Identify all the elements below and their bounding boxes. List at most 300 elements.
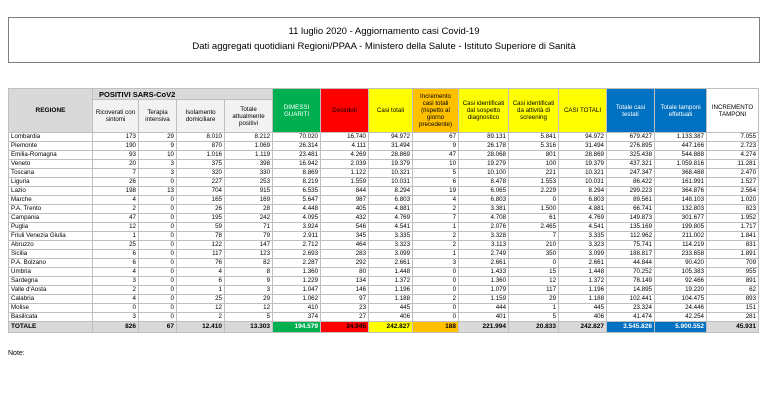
value-cell: 405	[321, 205, 369, 214]
value-cell: 444	[459, 304, 509, 313]
value-cell: 19.279	[459, 160, 509, 169]
value-cell: 325.438	[607, 151, 655, 160]
total-value-cell: 20.833	[509, 322, 559, 333]
value-cell: 10.321	[559, 169, 607, 178]
value-cell: 1.119	[225, 151, 273, 160]
value-cell: 4.881	[559, 205, 607, 214]
value-cell: 3	[139, 169, 177, 178]
value-cell: 3	[225, 286, 273, 295]
value-cell: 3	[139, 160, 177, 169]
value-cell: 2.723	[707, 142, 759, 151]
value-cell: 398	[225, 160, 273, 169]
header-tamponi: Totale tamponi effettuati	[655, 89, 707, 133]
value-cell: 3.335	[559, 232, 607, 241]
region-cell: Basilicata	[9, 313, 93, 322]
value-cell: 0	[139, 286, 177, 295]
value-cell: 2.039	[321, 160, 369, 169]
value-cell: 28.869	[369, 151, 413, 160]
table-row	[9, 313, 759, 322]
value-cell: 0	[509, 259, 559, 268]
table-row	[9, 142, 759, 151]
region-cell: Liguria	[9, 178, 93, 187]
value-cell: 2	[413, 241, 459, 250]
value-cell: 432	[321, 214, 369, 223]
header-sospetto: Casi identificati dal sospetto diagnostico	[459, 89, 509, 133]
value-cell: 0	[139, 277, 177, 286]
value-cell: 1.372	[369, 277, 413, 286]
value-cell: 188.817	[607, 250, 655, 259]
value-cell: 0	[413, 277, 459, 286]
value-cell: 16.942	[273, 160, 321, 169]
value-cell: 117	[177, 250, 225, 259]
value-cell: 3.113	[459, 241, 509, 250]
value-cell: 345	[321, 232, 369, 241]
value-cell: 320	[177, 169, 225, 178]
value-cell: 1.952	[707, 214, 759, 223]
value-cell: 1.360	[459, 277, 509, 286]
value-cell: 15	[509, 268, 559, 277]
value-cell: 7.055	[707, 133, 759, 142]
value-cell: 709	[707, 259, 759, 268]
region-cell: Toscana	[9, 169, 93, 178]
value-cell: 1	[509, 304, 559, 313]
value-cell: 2.465	[509, 223, 559, 232]
value-cell: 151	[707, 304, 759, 313]
value-cell: 199.805	[655, 223, 707, 232]
value-cell: 4	[93, 196, 139, 205]
value-cell: 24.446	[655, 304, 707, 313]
value-cell: 3.335	[369, 232, 413, 241]
value-cell: 1.360	[273, 268, 321, 277]
value-cell: 1.196	[369, 286, 413, 295]
value-cell: 1.196	[559, 286, 607, 295]
header-screening: Casi identificati da attività di screening	[509, 89, 559, 133]
value-cell: 173	[93, 133, 139, 142]
value-cell: 299.223	[607, 187, 655, 196]
value-cell: 6.535	[273, 187, 321, 196]
table-row	[9, 268, 759, 277]
value-cell: 89.131	[459, 133, 509, 142]
value-cell: 23	[321, 304, 369, 313]
value-cell: 1.059.816	[655, 160, 707, 169]
value-cell: 82	[225, 259, 273, 268]
value-cell: 401	[459, 313, 509, 322]
value-cell: 2	[413, 295, 459, 304]
value-cell: 445	[559, 304, 607, 313]
total-value-cell: 242.827	[559, 322, 607, 333]
value-cell: 44.844	[607, 259, 655, 268]
table-row	[9, 214, 759, 223]
value-cell: 3.323	[369, 241, 413, 250]
header-testati: Totale casi testati	[607, 89, 655, 133]
value-cell: 8.478	[459, 178, 509, 187]
value-cell: 28.869	[559, 151, 607, 160]
value-cell: 8.010	[177, 133, 225, 142]
value-cell: 4.708	[459, 214, 509, 223]
value-cell: 13	[139, 187, 177, 196]
table-row	[9, 196, 759, 205]
value-cell: 4.769	[369, 214, 413, 223]
value-cell: 0	[93, 304, 139, 313]
value-cell: 292	[321, 259, 369, 268]
value-cell: 9	[139, 142, 177, 151]
header-ricoverati: Ricoverati con sintomi	[93, 100, 139, 133]
value-cell: 870	[177, 142, 225, 151]
value-cell: 12	[177, 304, 225, 313]
value-cell: 3.099	[369, 250, 413, 259]
value-cell: 16.740	[321, 133, 369, 142]
value-cell: 6	[93, 250, 139, 259]
value-cell: 210	[509, 241, 559, 250]
value-cell: 2.229	[509, 187, 559, 196]
total-value-cell: 45.931	[707, 322, 759, 333]
value-cell: 26	[177, 205, 225, 214]
value-cell: 25	[177, 295, 225, 304]
value-cell: 89.561	[607, 196, 655, 205]
value-cell: 11.281	[707, 160, 759, 169]
table-row	[9, 295, 759, 304]
value-cell: 2.661	[369, 259, 413, 268]
value-cell: 86.422	[607, 178, 655, 187]
value-cell: 80	[321, 268, 369, 277]
value-cell: 364.876	[655, 187, 707, 196]
value-cell: 831	[707, 241, 759, 250]
value-cell: 195	[177, 214, 225, 223]
value-cell: 61	[509, 214, 559, 223]
report-subtitle: Dati aggregati quotidiani Regioni/PPAA - Ministero della Salute - Istituto Superiore di Sanità	[192, 41, 576, 52]
value-cell: 0	[139, 295, 177, 304]
value-cell: 247.347	[607, 169, 655, 178]
value-cell: 59	[177, 223, 225, 232]
value-cell: 6	[177, 277, 225, 286]
value-cell: 5	[413, 169, 459, 178]
value-cell: 2.693	[273, 250, 321, 259]
table-row	[9, 187, 759, 196]
value-cell: 4.111	[321, 142, 369, 151]
value-cell: 112.962	[607, 232, 655, 241]
value-cell: 4.769	[559, 214, 607, 223]
value-cell: 148.103	[655, 196, 707, 205]
value-cell: 7	[413, 214, 459, 223]
table-row	[9, 133, 759, 142]
value-cell: 8.294	[559, 187, 607, 196]
value-cell: 679.427	[607, 133, 655, 142]
value-cell: 5.316	[509, 142, 559, 151]
value-cell: 1.133.387	[655, 133, 707, 142]
region-cell: Lombardia	[9, 133, 93, 142]
value-cell: 211.002	[655, 232, 707, 241]
value-cell: 29	[225, 295, 273, 304]
table-row	[9, 304, 759, 313]
total-label: TOTALE	[9, 322, 93, 333]
value-cell: 1.500	[509, 205, 559, 214]
value-cell: 3.099	[559, 250, 607, 259]
value-cell: 135.169	[607, 223, 655, 232]
value-cell: 78.149	[607, 277, 655, 286]
region-cell: Sicilia	[9, 250, 93, 259]
value-cell: 161.991	[655, 178, 707, 187]
value-cell: 0	[139, 214, 177, 223]
value-cell: 5.841	[509, 133, 559, 142]
value-cell: 10.031	[369, 178, 413, 187]
value-cell: 117	[509, 286, 559, 295]
value-cell: 893	[707, 295, 759, 304]
value-cell: 26.178	[459, 142, 509, 151]
value-cell: 3	[93, 277, 139, 286]
value-cell: 801	[509, 151, 559, 160]
value-cell: 955	[707, 268, 759, 277]
total-value-cell: 12.410	[177, 322, 225, 333]
value-cell: 5	[509, 313, 559, 322]
value-cell: 2	[413, 205, 459, 214]
value-cell: 4	[93, 295, 139, 304]
value-cell: 4	[413, 196, 459, 205]
value-cell: 4.541	[369, 223, 413, 232]
table-row	[9, 205, 759, 214]
value-cell: 3	[93, 313, 139, 322]
value-cell: 281	[707, 313, 759, 322]
value-cell: 406	[559, 313, 607, 322]
value-cell: 0	[139, 241, 177, 250]
region-cell: Puglia	[9, 223, 93, 232]
value-cell: 1.159	[459, 295, 509, 304]
value-cell: 42.254	[655, 313, 707, 322]
value-cell: 0	[413, 268, 459, 277]
value-cell: 9	[225, 277, 273, 286]
value-cell: 0	[509, 196, 559, 205]
value-cell: 132.803	[655, 205, 707, 214]
value-cell: 23.324	[607, 304, 655, 313]
value-cell: 2	[413, 232, 459, 241]
value-cell: 76	[177, 259, 225, 268]
value-cell: 6	[93, 259, 139, 268]
value-cell: 19.220	[655, 286, 707, 295]
value-cell: 20	[93, 160, 139, 169]
value-cell: 47	[93, 214, 139, 223]
value-cell: 2.564	[707, 187, 759, 196]
value-cell: 62	[707, 286, 759, 295]
header-dimessi: DIMESSI GUARITI	[273, 89, 321, 133]
value-cell: 4	[177, 268, 225, 277]
value-cell: 1.122	[321, 169, 369, 178]
value-cell: 1.527	[707, 178, 759, 187]
value-cell: 26.314	[273, 142, 321, 151]
value-cell: 105.383	[655, 268, 707, 277]
value-cell: 1.229	[273, 277, 321, 286]
value-cell: 350	[509, 250, 559, 259]
value-cell: 147	[225, 241, 273, 250]
value-cell: 79	[225, 232, 273, 241]
value-cell: 253	[225, 178, 273, 187]
value-cell: 704	[177, 187, 225, 196]
value-cell: 1.020	[707, 196, 759, 205]
value-cell: 1.553	[509, 178, 559, 187]
value-cell: 330	[225, 169, 273, 178]
region-cell: Marche	[9, 196, 93, 205]
report-header	[8, 17, 760, 63]
value-cell: 41.474	[607, 313, 655, 322]
value-cell: 31.494	[369, 142, 413, 151]
value-cell: 3.323	[559, 241, 607, 250]
value-cell: 2.076	[459, 223, 509, 232]
value-cell: 4.274	[707, 151, 759, 160]
value-cell: 0	[139, 313, 177, 322]
table-row	[9, 277, 759, 286]
value-cell: 2.661	[559, 259, 607, 268]
value-cell: 823	[707, 205, 759, 214]
value-cell: 6	[413, 178, 459, 187]
value-cell: 0	[139, 178, 177, 187]
value-cell: 9	[413, 142, 459, 151]
value-cell: 0	[139, 259, 177, 268]
value-cell: 2	[93, 286, 139, 295]
value-cell: 276.895	[607, 142, 655, 151]
total-value-cell: 221.994	[459, 322, 509, 333]
region-cell: Valle d'Aosta	[9, 286, 93, 295]
region-cell: P.A. Bolzano	[9, 259, 93, 268]
value-cell: 0	[139, 205, 177, 214]
value-cell: 1.047	[273, 286, 321, 295]
value-cell: 123	[225, 250, 273, 259]
value-cell: 844	[321, 187, 369, 196]
value-cell: 4.448	[273, 205, 321, 214]
value-cell: 242	[225, 214, 273, 223]
value-cell: 198	[93, 187, 139, 196]
value-cell: 6.065	[459, 187, 509, 196]
value-cell: 23.481	[273, 151, 321, 160]
region-cell: Umbria	[9, 268, 93, 277]
value-cell: 0	[139, 250, 177, 259]
region-cell: Lazio	[9, 187, 93, 196]
value-cell: 2.470	[707, 169, 759, 178]
value-cell: 10.321	[369, 169, 413, 178]
value-cell: 14.895	[607, 286, 655, 295]
total-value-cell: 34.945	[321, 322, 369, 333]
value-cell: 97	[321, 295, 369, 304]
value-cell: 1.372	[559, 277, 607, 286]
value-cell: 26	[93, 178, 139, 187]
value-cell: 29	[509, 295, 559, 304]
value-cell: 0	[413, 286, 459, 295]
table-row	[9, 250, 759, 259]
table-row	[9, 232, 759, 241]
region-cell: Sardegna	[9, 277, 93, 286]
table-row	[9, 241, 759, 250]
value-cell: 102.441	[607, 295, 655, 304]
value-cell: 4.881	[369, 205, 413, 214]
value-cell: 70.020	[273, 133, 321, 142]
table-row	[9, 286, 759, 295]
value-cell: 29	[139, 133, 177, 142]
value-cell: 1.841	[707, 232, 759, 241]
value-cell: 915	[225, 187, 273, 196]
region-cell: Emilia-Romagna	[9, 151, 93, 160]
value-cell: 10	[139, 151, 177, 160]
value-cell: 1	[413, 223, 459, 232]
value-cell: 0	[139, 232, 177, 241]
table-row	[9, 223, 759, 232]
value-cell: 4.269	[321, 151, 369, 160]
region-cell: Campania	[9, 214, 93, 223]
value-cell: 987	[321, 196, 369, 205]
value-cell: 92.466	[655, 277, 707, 286]
table-row	[9, 160, 759, 169]
value-cell: 3.381	[459, 205, 509, 214]
total-value-cell: 5.900.552	[655, 322, 707, 333]
value-cell: 3.924	[273, 223, 321, 232]
value-cell: 406	[369, 313, 413, 322]
value-cell: 0	[139, 304, 177, 313]
value-cell: 1.448	[369, 268, 413, 277]
value-cell: 437.321	[607, 160, 655, 169]
value-cell: 5	[225, 313, 273, 322]
value-cell: 544.888	[655, 151, 707, 160]
value-cell: 1.016	[177, 151, 225, 160]
total-row	[9, 322, 759, 333]
value-cell: 75.741	[607, 241, 655, 250]
value-cell: 0	[139, 196, 177, 205]
region-cell: P.A. Trento	[9, 205, 93, 214]
value-cell: 1.069	[225, 142, 273, 151]
value-cell: 375	[177, 160, 225, 169]
value-cell: 146	[321, 286, 369, 295]
report-date-title: 11 luglio 2020 - Aggiornamento casi Covid-19	[288, 26, 480, 37]
value-cell: 2	[177, 313, 225, 322]
value-cell: 1.559	[321, 178, 369, 187]
total-value-cell: 826	[93, 322, 139, 333]
value-cell: 4	[93, 268, 139, 277]
value-cell: 445	[369, 304, 413, 313]
value-cell: 4.095	[273, 214, 321, 223]
header-casi-totali: Casi totali	[369, 89, 413, 133]
value-cell: 4.541	[559, 223, 607, 232]
value-cell: 2	[93, 205, 139, 214]
total-value-cell: 194.579	[273, 322, 321, 333]
value-cell: 27	[321, 313, 369, 322]
header-deceduti: Deceduti	[321, 89, 369, 133]
total-value-cell: 3.545.826	[607, 322, 655, 333]
value-cell: 31.494	[559, 142, 607, 151]
value-cell: 12	[509, 277, 559, 286]
value-cell: 8.869	[273, 169, 321, 178]
total-value-cell: 67	[139, 322, 177, 333]
header-isolamento: Isolamento domiciliare	[177, 100, 225, 133]
value-cell: 0	[413, 313, 459, 322]
value-cell: 165	[177, 196, 225, 205]
covid-data-table	[8, 88, 759, 333]
value-cell: 2.712	[273, 241, 321, 250]
region-cell: Veneto	[9, 160, 93, 169]
value-cell: 1.433	[459, 268, 509, 277]
value-cell: 7	[93, 169, 139, 178]
table-row	[9, 169, 759, 178]
value-cell: 12	[225, 304, 273, 313]
value-cell: 8.294	[369, 187, 413, 196]
value-cell: 0	[413, 304, 459, 313]
table-row	[9, 178, 759, 187]
value-cell: 283	[321, 250, 369, 259]
value-cell: 94.972	[559, 133, 607, 142]
value-cell: 0	[139, 268, 177, 277]
value-cell: 3.328	[459, 232, 509, 241]
value-cell: 28	[225, 205, 273, 214]
value-cell: 2.911	[273, 232, 321, 241]
region-cell: Calabria	[9, 295, 93, 304]
value-cell: 546	[321, 223, 369, 232]
value-cell: 1.079	[459, 286, 509, 295]
total-value-cell: 188	[413, 322, 459, 333]
value-cell: 78	[177, 232, 225, 241]
